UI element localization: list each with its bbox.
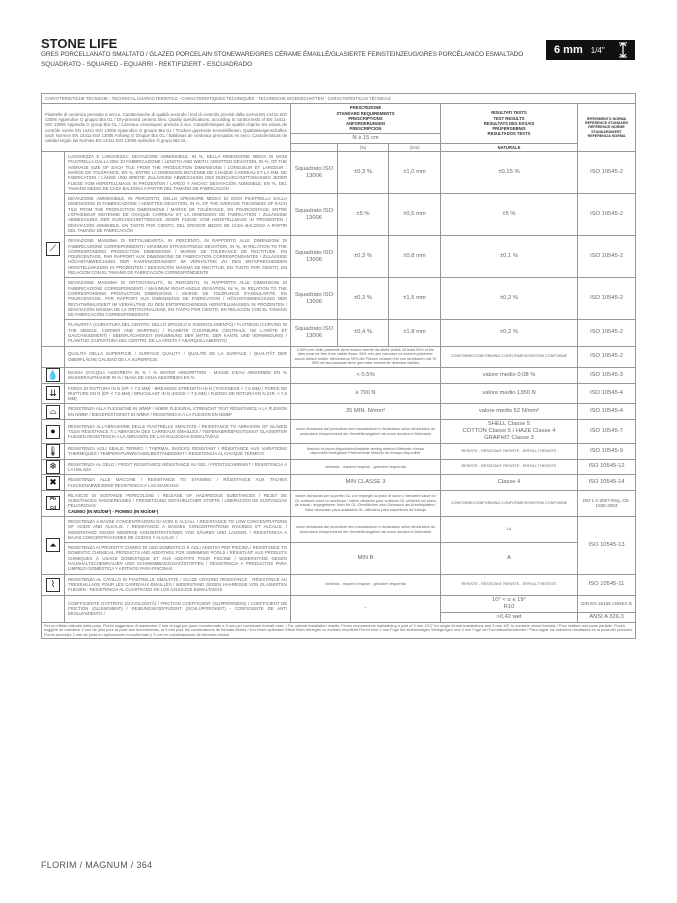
table-row <box>42 420 636 444</box>
icon-cell <box>42 383 65 404</box>
test-result: ±0,1 % <box>441 236 578 278</box>
icon-cell <box>42 517 65 575</box>
table-row <box>42 595 636 612</box>
product-edge-type: SQUADRATO - SQUARED - EQUARRI - REKTIFIZIERT - ESCUADRADO <box>41 61 253 68</box>
frost-icon: ❄ <box>46 460 60 474</box>
naturale-col-header: NATURALE <box>441 143 578 151</box>
reference-standard: ISO 10545-2 <box>578 236 636 278</box>
standard-requirement: MIN CLASSE 3 <box>291 475 441 491</box>
icon-cell <box>42 420 65 444</box>
abrasion-icon: ● <box>46 425 60 439</box>
requirement-mm: ±1,8 mm <box>389 320 441 346</box>
requirement-percent: ±0,3 % <box>338 236 389 278</box>
requirement-mm: ±1,5 mm <box>389 278 441 320</box>
requirement-mm: ±1,0 mm <box>389 152 441 194</box>
table-row <box>42 383 636 404</box>
water-drops-icon: 💧 <box>46 368 60 382</box>
standard-requirement: MIN B <box>291 543 441 574</box>
icon-cell <box>42 574 65 595</box>
table-row <box>42 236 636 278</box>
breaking-strength-icon: ⇊ <box>46 386 60 400</box>
reference-standard: ISO 10545-7 <box>578 420 636 444</box>
characteristic-description: FORZA DI ROTTURA IN N (SP. < 7,5 MM) - BREAKING STRENGTH IN N (THICKNESS < 7,5 MM) / FORCE DE RUPTURE EN N (ÉP. < 7,5 MM) / BRUCHLAST IN N (DICKE < 7,5 MM) / FUERZA DE ROTURA EN N (GR. < 7,5 MM) <box>65 383 291 404</box>
page-footer: FLORIM / MAGNUM / 364 <box>41 860 153 870</box>
reference-standard: ISO 10545-9 <box>578 444 636 460</box>
characteristic-description: MASSA D'ACQUA ASSORBITA IN % / % WATER ABSORPTION - MASSE D'EAU ABSORBÉE EN % WASSERAUFNAHME IN % / MASA DE AGUA ABSORBIDA EN % <box>65 367 291 383</box>
table-row <box>42 194 636 236</box>
test-result: valore medio 1350 N <box>441 383 578 404</box>
icon-cell <box>42 444 65 460</box>
characteristic-description: RESISTENZA ALL'ABRASIONE DELLE PIASTRELLE SMALTATE / RESISTANCE TO ABRASION OF GLAZED TILES RÉSISTANCE À L'ABRASION DES CARREAUX ÉMAILLÉS / TIEFENABRIEBFESTIGKEIT GLASIERTER FLIESEN RESISTENCIA A LA ABRASIÓN DE LAS BALDOSAS ESMALTADAS <box>65 420 291 444</box>
standard-requirement: ≥ 700 N <box>291 383 441 404</box>
icon-cell <box>42 404 65 420</box>
reference-header: RIFERIMENTO NORMA REFERENCE STANDARD RÉFÉRENCE NORME STANDARDWERT REFERENCIA NORMA <box>578 104 636 152</box>
reference-standard: DM 1-2-2007-Reg. CE-1935-2004 <box>578 490 636 516</box>
standard-method: Squadrato ISO 13006 <box>291 320 338 346</box>
requirement-percent: ±0,3 % <box>338 152 389 194</box>
standard-requirement: richiesta - required requise - gefordert requerida <box>291 459 441 475</box>
product-title: STONE LIFE <box>41 36 118 51</box>
technical-characteristics-table <box>41 93 636 639</box>
test-result: ±5 % <box>441 194 578 236</box>
table-row <box>42 444 636 460</box>
test-result: CONFORME/CONFORMING CONFORME/KONFORM CONFORME <box>441 346 578 367</box>
icon-cell <box>42 367 65 383</box>
characteristic-description: DEVIAZIONE MASSIMA DI ORTOGONALITÀ, IN PERCENTO, IN RAPPORTO ALLE DIMENSIONI DI FABBRICAZIONE CORRISPONDENTI / MAXIMUM RIGHT-ANGLE DEVIATION, IN %, IN RELATION TO THE CORRESPONDING PRODUCTION DIMENSIONS / MARGE DE TOLÉRANCE D'ANGULARITÉ, EN POURCENTAGE, PAR RAPPORT AUX DIMENSIONS DE FABRICATION / HÖCHSTABWEICHUNG DER RECHTWINKLIGKEIT IM VERHÄLTNIS ZU DEN ENTSPRECHENDEN HERSTELLMASSEN IN PROZENTEN / DESVIACIÓN MÁXIMA DE LA ORTOGONALIDAD, EN TANTO POR CIENTO, EN RELACIÓN CON EL TAMAÑO DE FABRICACIÓN CORRESPONDIENTE <box>65 278 291 320</box>
standard-requirement: Il 95% min delle piastrelle deve essere esente da difetti visibili. At least 95% of the tiles must be free from visible flaws. 95% min des carreaux ne doivent présenter aucun défaut visible. Mindestens 95% der Fliesen müssen frei von sichtbaren mä. El 95% de las baldosas tiene que estar exenta de defectos visibles <box>291 346 441 367</box>
test-result: valore medio 0,08 % <box>441 367 578 383</box>
characteristic-description: RESISTENZA A BASSE CONCENTRAZIONI DI ACIDI E ALCALI. / RESISTANCE TO LOW CONCENTRATIONS OF ACIDS AND ALKALIS. / RÉSISTANCE À BASSES CONCENTRATIONS D'ACIDES ET ALCALIS. / WIDERSTAND GEGEN NIEDRIGE KONZENTRATIONEN VON SÄUREN UND LAUGEN. / RESISTENCIA A BAJAS CONCENTRACIONES DE ÁCIDOS Y ALCALIS. / <box>65 517 291 543</box>
reference-standard: ISO 10545-11 <box>578 574 636 595</box>
characteristic-description: RESISTENZA AL GELO / FROST RESISTANCE RÉSISTANCE AU GEL / FROSTSICHERHEIT / RESISTENCIA A LA HELADA <box>65 459 291 475</box>
requirement-mm: ±0,8 mm <box>389 236 441 278</box>
lead-cadmium-icon: Pb Cd <box>46 496 60 510</box>
reference-standard: ISO 10545-2 <box>578 320 636 346</box>
icon-cell <box>42 459 65 475</box>
test-result: SHELL Classe 5 COTTON Classe 5 / HAZE Classe 4 GRAPHIT Classe 3 <box>441 420 578 444</box>
reference-standard: ISO 10545-2 <box>578 152 636 194</box>
test-result: ±0,15 % <box>441 152 578 194</box>
standard-method: Squadrato ISO 13006 <box>291 152 338 194</box>
standard-requirement: valore dichiarato per superfici GL con impieghi su piani di lavoro / declared value for GL surfaces used on worktops / valeur déclarée pour surfaces GL utilisées sur plans de travail / angegebener Wert für GL-Oberflächen zum Gebrauch als Arbeitsplatten / Valor declarado para acabados GL utilizados para superficies de trabajo <box>291 490 441 516</box>
characteristic-text: RILASCIO DI SOSTANZE PERICOLOSE / RELEASE OF HAZARDOUS SUBSTANCES / REJET DE SUBSTANCES DANGEREUSES / FREISETZUNG GEFÄHRLICHER STOFFE / LIBERACIÓN DE SUSTANCIAS PELIGROSAS <box>68 492 287 509</box>
thickness-inches: 1/4" <box>590 45 605 55</box>
standard-requirement: 35 MIN. N/mm² <box>291 404 441 420</box>
reference-standard: ANSI A 326.3 <box>578 612 636 622</box>
reference-standard: ISO 10545-13 <box>578 517 636 575</box>
test-result: RESISTE - RÉSISTANT RESISTE - ERFÜLLT RESISTE <box>441 444 578 460</box>
standard-method: Squadrato ISO 13006 <box>291 194 338 236</box>
icon-cell <box>42 475 65 491</box>
table-row <box>42 346 636 367</box>
standard-requirement: - <box>291 595 441 622</box>
characteristic-description: LUNGHEZZA E LARGHEZZA: DEVIAZIONE AMMISSIBILE, IN %, DELLA DIMENSIONE MEDIA DI OGNI PIASTRELLA DALLA DIM. DI FABBRICAZIONE / LENGTH AND WIDTH: ADMITTED DEVIATION, IN %, OF THE AVERAGE SIZE OF EACH TILE FROM THE PRODUCTION DIMENSIONS / LONGUEUR ET LARGEUR : MARGE DE TOLÉRANCE, EN %, ENTRE LA DIMENSION MOYENNE DE CHAQUE CARREAU ET LA DIM. DE FABRICATION / LÄNGE UND BREITE: ZULÄSSIGE ABWEICHUNG DES DURCHSCHNITTSMASSES JEDER FLIESE VOM HERSTELLMASS IN PROZENTEN / LARGO Y ANCHO: DESVIACIÓN ADMISIBLE, EN %, DEL TAMAÑO MEDIO DE CADA BALDOSA A PARTIR DEL TAMAÑO DE FABRICACIÓN <box>65 152 291 194</box>
flask-icon: ⏶ <box>46 538 60 552</box>
test-result: CONFORME/CONFORMING CONFORME/KONFORM CONFORME <box>441 490 578 516</box>
standard-requirement: come dichiarata dal produttore see manufacturer's declaration selon déclaration du producteur entsprechend der Herstellerangaben tal como declara el fabricante <box>291 517 441 543</box>
thickness-arrow-icon <box>619 42 627 58</box>
size-note: N ≥ 15 cm <box>291 133 441 143</box>
note-row <box>42 622 636 639</box>
table-row <box>42 367 636 383</box>
mm-col-header: (mm) <box>389 143 441 151</box>
reference-standard: ISO 10545-4 <box>578 404 636 420</box>
test-result: ±0,2 % <box>441 278 578 320</box>
standard-method: Squadrato ISO 13006 <box>291 236 338 278</box>
table-row <box>42 475 636 491</box>
reference-standard: ISO 10545-2 <box>578 346 636 367</box>
reference-standard: ISO 10545-12 <box>578 459 636 475</box>
test-result: Classe 4 <box>441 475 578 491</box>
characteristic-description: DEVIAZIONE AMMISSIBILE, IN PERCENTO, DELLO SPESSORE MEDIO DI OGNI PIASTRELLA DALLA DIMENSIONE DI FABBRICAZIONE / ADMITTED DEVIATION, IN %, OF THE AVERAGE THICKNESS OF EACH TILE FROM THE PRODUCTION DIMENSIONS / MARGE DE TOLÉRANCE, EN POURCENTAGE, ENTRE L'ÉPAISSEUR MOYENNE DE CHAQUE CARREAU ET LA DIMENSION DE FABRICATION / ZULÄSSIGE ABWEICHUNG DER DURCHSCHNITTSDICKE JEDER FLIESE VOM HERSTELLMASS IN PROZENTEN / DESVIACIÓN ADMISIBLE, EN TANTO POR CIENTO, DEL GROSOR MEDIO DE CADA BALDOSA A PARTIR DEL TAMAÑO DE FABRICACIÓN <box>65 194 291 236</box>
reference-standard: ISO 10545-2 <box>578 194 636 236</box>
product-subtitle: GRES PORCELLANATO SMALTATO / GLAZED PORCELAIN STONEWARE/GRES CÉRAME ÉMAILLÉ/GLASIERTE FEINSTEINZEUG/GRES PORCÉLANICO ESMALTADO <box>41 51 524 58</box>
test-result: RESISTE - RÉSISTANT RESISTE - ERFÜLLT RESISTE <box>441 574 578 595</box>
characteristic-description: PLANARITÀ (CURVATURA DEL CENTRO, DELLO SPIGOLO E SVERGOLAMENTO) / FLATNESS (CURVING IN THE MIDDLE, CORNER AND WARPING) / PLANÉITÉ (COURBURE CENTRALE, DE L'ARÊTE ET GAUCHISSEMENT) / EBENFLÄCHIGKEIT (KRÜMMUNG DER MITTE, DER KANTE UND VERWINDUNG) / PLANITUD (CURVATURA DEL CENTRO, DE LA ARISTA Y ABARQUILLAMIENTO) <box>65 320 291 346</box>
table-row <box>42 152 636 194</box>
table-row <box>42 278 636 320</box>
standard-requirement: come dichiarata dal produttore see manufacturer's declaration selon déclaration du producteur entsprechend der Herstellerangaben tal como declara el fabricante <box>291 420 441 444</box>
table-row <box>42 459 636 475</box>
characteristic-description: RESISTENZA AI PRODOTTI CHIMICI DI USO DOMESTICO E AGLI ADDITIVI PER PISCINA / RESISTANCE TO DOMESTIC CHEMICAL PRODUCTS AND ADDITIVES FOR SWIMMING POOLS / RÉSISTANT AUX PRODUITS CHIMIQUES À USAGE DOMESTIQUE ET AUX ADDITIFS POUR PISCINE / WIDERSTAND GEGEN HAUSHALTSCHEMIKALIEN UND SCHWIMMBADZUSATZSTOFFEN / RESISTENCIA A PRODUCTOS PARA LIMPIEZA DOMÉSTICA Y ADITIVOS PARA PISCINAS <box>65 543 291 574</box>
standard-requirement: richiesta - required requise - gefordert requerida <box>291 574 441 595</box>
installation-note: Per un effetto ottimale della posa, Florim suggerisce di mantenere 2 mm di fuga per pose monoformato e 3 mm per combinare formati misti. / For optimal installation results, Florim recommends maintaining a joint of 2 mm 1/12" for single format installations and 3 mm 1/8" to combine mixed formats / Pour réaliser une pose parfaite, Florim suggère de maintenir 2 mm de joint pour la pose des monoformats, et 3 mm pour les combinaisons de formats mixtes / Um einen optimalen Effekt beim Verlegen zu erzielen empfiehlt Florim eine 2 mm Fuge bei einformatigen Verlegungen und 3 mm Fuge bei Formatkombinationen / Para lograr los máximos resultados en la posa del producto, Florim aconseja 2 mm de junta en aplicaciones monoformato y 3 mm en combinaciones de formatos mixtos <box>42 622 636 639</box>
crazing-icon: ⌇ <box>46 578 60 592</box>
characteristic-description: RESISTENZA AGLI SBALZI TERMICI / THERMAL SHOCKS RESISTANT / RÉSISTANCE AUX VARIATIONS THERMIQUES / TEMPERATURWECHSELBESTÄNDIGKEIT / RESISTENCIA AL CHOQUE TÉRMICO <box>65 444 291 460</box>
table-row <box>42 574 636 595</box>
requirement-percent: ±5 % <box>338 194 389 236</box>
characteristic-description: RESISTENZA ALLA FLESSIONE IN N/MM² / N/MM² FLEXURAL STRENGHT TEST RÉSISTANCE A LA FLEXION EN N/MM² / BIEGEFESTIGKEIT IN N/MM² / RESISTENCIA A LA FLEXIÓN EN N/MM² <box>65 404 291 420</box>
test-result: ±0,2 % <box>441 320 578 346</box>
stain-icon: ✖ <box>46 476 60 490</box>
icon-cell <box>42 595 65 622</box>
table-row <box>42 517 636 543</box>
characteristic-description: COEFFICIENTE D'ATTRITO (SCIVOLOSITÀ) / FRICTION COEFFICIENT (SLIPPERINESS) / COEFFICIENT DE FRICTION (GLISSEMENT) / REIBUNGSKOEFFIZIENT (SCHLÜPFRIGKEIT) - COEFICIENTE DE ANTI DESLIZAMIENTO / <box>65 595 291 622</box>
test-result: valore medio 52 N/mm² <box>441 404 578 420</box>
icon-cell <box>42 152 65 347</box>
icon-cell <box>42 490 65 516</box>
requirement-percent: ±0,4 % <box>338 320 389 346</box>
test-result: 10° < α ≤ 19° R10 <box>441 595 578 612</box>
requirement-mm: ±0,5 mm <box>389 194 441 236</box>
table-row <box>42 543 636 574</box>
table-row <box>42 490 636 516</box>
reference-standard: ISO 10545-2 <box>578 278 636 320</box>
characteristic-description <box>65 490 291 516</box>
flexural-strength-icon: ⌓ <box>46 405 60 419</box>
reference-standard: ISO 10545-14 <box>578 475 636 491</box>
characteristic-description: RESISTENZA AL CAVILLO DI PIASTRELLE SMALTATE / GLAZE CRAZING RESISTANCE - RÉSISTANCE AU TRESSAILLAGE POUR LES CARREAUX ÉMAILLÉS / WIDERSTAND GEGEN HAARRISSE VON GLASIERTEN FLIESEN - RESISTENCIA AL CUARTEADO DE LOS AZULEJOS ESMALTADOS <box>65 574 291 595</box>
icon-cell <box>42 346 65 367</box>
reference-standard: DIN EN 16165 ANNEX B <box>578 595 636 612</box>
standard-requirement: Metodo di prova disponibile/Available testing method Méthode d'essai disponible/Verfügbare Prüfmethode Método de ensayo disponible <box>291 444 441 460</box>
test-result: RESISTE - RÉSISTANT RESISTE - ERFÜLLT RESISTE <box>441 459 578 475</box>
characteristic-description: DEVIAZIONE MASSIMA DI RETTILINEARITÀ, IN PERCENTO, IN RAPPORTO ALLE DIMENSIONI DI FABBRICAZIONE CORRISPONDENTI / MAXIMUM STRAIGHTNESS DEVIATION, IN %, IN RELATION TO THE CORRESPONDING PRODUCTION DIMENSIONS / MARGE DE TOLÉRANCE DE RECTITUDE, EN POURCENTAGE, PAR RAPPORT AUX DIMENSIONS DE FABRICATION CORRESPONDANTES / ZULÄSSIGE HÖCHSTABWEICHUNG DER KANTENGERADHEIT IM VERHÄLTNIS ZU DEN ENTSPRECHENDEN HERSTELLMASSEN IN PROZENTEN / DESVIACIÓN MÁXIMA DE RECTITUD, EN TANTO POR CIENTO, EN RELACIÓN CON EL TAMAÑO DE FABRICACIÓN CORRESPONDIENTE <box>65 236 291 278</box>
intro-text: Piastrelle di ceramica pressate a secco. Caratteristiche di qualità secondo i test di controllo previsti dalla norma EN 14411-ISO 13006 Appendice G gruppo BIa GL / Dry-pressed ceramic tiles. Quality specifications, according to control tests of EN 14411-ISO 13006 Appendix G group BIa GL / Carreaux céramiques pressés à sec. Caractéristiques de qualité d'après les essais de contrôle norme EN 14411-ISO 13006 Appendice G groupe BIa GL / Trocken gepresste Keramikfliesen. Qualitätseigenschaften nach Normen EN 14411-ISO 13006 Anhang G Gruppe BIa GL / Baldosas de cerámica prensadas en seco. Características de calidad según las Normas EN 14411-ISO 13006 Apéndice G grupo BIa GL. <box>42 104 291 152</box>
reference-standard: ISO 10545-3 <box>578 367 636 383</box>
cadmium-lead-label: CADMIO (IN MG/DM²) - PIOMBO (IN MG/DM²) <box>68 508 159 514</box>
standard-method: Squadrato ISO 13006 <box>291 278 338 320</box>
thickness-mm: 6 mm <box>554 44 583 56</box>
thermometer-icon: 🌡 <box>46 444 60 458</box>
table-row <box>42 404 636 420</box>
dimension-icon: ⟋ <box>46 242 60 256</box>
requirements-header: PRESCRIZIONE STANDARD REQUIREMENTS PRESCRIPTIONS ANFORDERUNGEN PRESCRIPCION <box>291 104 441 133</box>
characteristic-description: RESISTENZA ALLE MACCHIE / RESISTANCE TO STAINING / RÉSISTANCE AUX TACHES FLECKENABWEISEND RESISTENCIA A LAS MANCHAS <box>65 475 291 491</box>
test-result: A <box>441 543 578 574</box>
percent-col-header: (%) <box>338 143 389 151</box>
section-title: CARATTERISTICHE TECNICHE - TECHNICAL CHARACTERISTICS - CARACTERISTIQUES TECHNIQUES - TECHNISCHE EIGENSCHAFTEN - CARACTERÍSTICAS TÉCNICAS <box>42 94 636 104</box>
results-header: RISULTATI TESTS TEST RESULTS RESULTATS DES ESSAIS PRÜFERGEBNIS RESULTADOS TESTS <box>441 104 578 143</box>
test-result: LA <box>441 517 578 543</box>
characteristic-description: QUALITÀ DELLA SUPERFICIE / SURFACE QUALITY / QUALITÉ DE LA SURFACE / QUALITÄT DER OBERFLÄCHE CALIDAD DE LA SUPERFICIE <box>65 346 291 367</box>
standard-requirement: < 0,5% <box>291 367 441 383</box>
table-row <box>42 320 636 346</box>
thickness-badge <box>546 40 635 60</box>
requirement-percent: ±0,3 % <box>338 278 389 320</box>
reference-standard: ISO 10545-4 <box>578 383 636 404</box>
standard-col-header <box>291 143 338 151</box>
test-result: >0,42 wet <box>441 612 578 622</box>
